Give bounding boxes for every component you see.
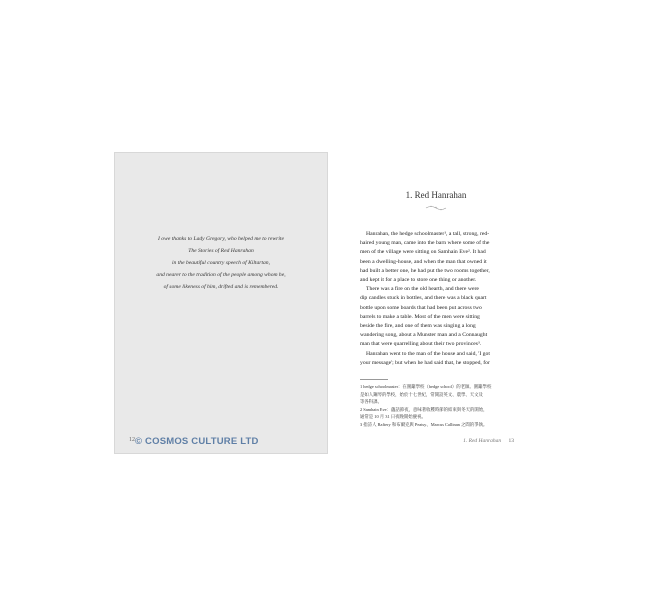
dedication-line: in the beautiful country speech of Kiltartan, [171,260,271,266]
footnotes [360,383,512,428]
body-line: had built a better one, he had put the two rooms together, [360,267,490,274]
body-line: man that were quarrelling about their two provinces³. [360,341,482,348]
body-line: dip candles stuck in bottles, and there was a black quart [360,295,487,302]
running-head-title: 1. Red Hanrahan [463,438,502,444]
dedication [115,233,327,293]
right-page-number: 13 [508,438,514,444]
body-line: bottle upon some boards that had been put across two [360,304,482,311]
dedication-line: and nearer to the tradition of the people among whom he, [156,272,286,278]
dedication-line: of some likeness of him, drifted and is remembered. [163,284,279,290]
body-line: wandering song, about a Munster man and a Connaught [360,332,488,339]
chapter-body [360,230,512,368]
body-line: haired young man, came into the barn where some of the [360,240,490,247]
body-line: Hanrahan went to the man of the house and said, 'I got [366,350,490,357]
footnote-line: 1 hedge schoolmaster：在圍籬學校（hedge school）的老師。圍籬學校 [360,384,492,389]
body-line: your message'; but when he had said that, he stopped, for [360,359,490,366]
ornament-icon [424,204,448,212]
dedication-line: The Stories of Red Hanrahan [188,248,254,254]
body-line: been a dwelling-house, and when the man that owned it [360,258,487,265]
body-line: Hanrahan, the hedge schoolmaster¹, a tall, strong, red- [366,231,490,237]
footnote-line: 3 指詩人 Raftery 和布爾克與 Peatsy、Marcus Callinan 之間的爭執。 [360,421,488,427]
body-line: and kept it for a place to store one thing or another. [360,277,477,284]
dedication-line: I owe thanks to Lady Gregory, who helped me to rewrite [158,236,284,242]
footnote-divider [360,379,388,380]
body-line: barrels to make a table. Most of the men were sitting [360,313,480,320]
body-line: There was a fire on the old hearth, and there were [366,286,479,293]
chapter-title: 1. Red Hanrahan [405,190,467,200]
body-line: beside the fire, and one of them was singing a long [360,323,476,330]
left-page-number: 12 [129,437,135,443]
footnote-line: 2 Samhain Eve：蘊話節夜，意味著收穫時節的結束與冬天的開始， [360,406,488,412]
running-head [463,438,514,444]
right-page [348,152,524,454]
footnote-line: 通常是 10 月 31 日夜晚開始慶祝。 [360,414,426,419]
body-line: men of the village were sitting on Samhain Eve². It had [360,249,486,256]
left-page [114,152,328,454]
footnote-line: 是如人鋼琴的學校，始於十七世紀，常開設英文、農學、天文及 [360,391,483,397]
footnote-line: 等各科課。 [360,399,382,404]
watermark: © COSMOS CULTURE LTD [135,436,259,447]
